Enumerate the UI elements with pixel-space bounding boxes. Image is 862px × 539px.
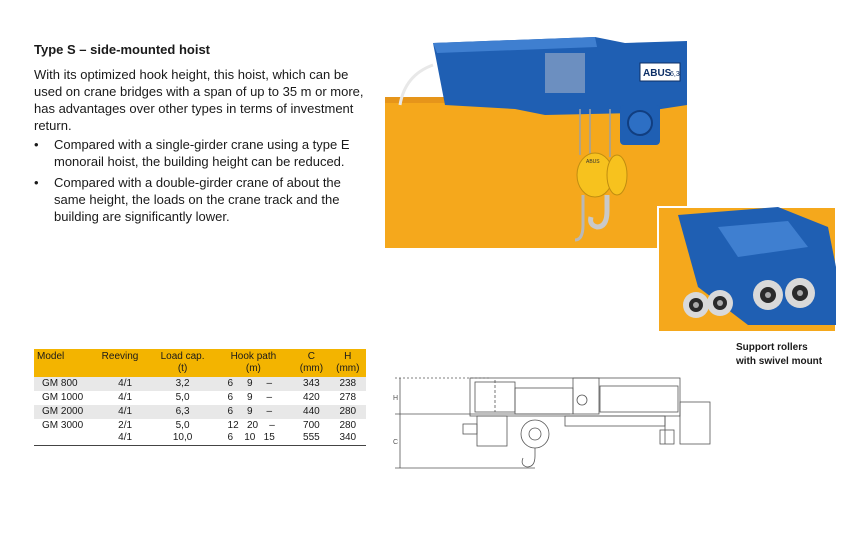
bullet-list — [34, 136, 374, 229]
caption-line: Support rollers — [736, 342, 808, 353]
table-header-row — [34, 349, 366, 377]
roller — [707, 290, 733, 316]
hook-block-label: ABUS — [586, 159, 600, 165]
dimension-label-c: C — [393, 439, 399, 446]
section-heading: Type S – side-mounted hoist — [34, 42, 211, 57]
col-header-reeving: Reeving — [99, 349, 152, 377]
table-row: GM 3000 2/1 4/1 5,0 10,0 12 20 – 6 10 15 700 555 280 340 — [34, 419, 366, 446]
col-header-h: H (mm) — [330, 349, 366, 377]
capacity-label: 6,3 — [670, 71, 680, 78]
col-header-model: Model — [34, 349, 99, 377]
bullet-marker: • — [34, 137, 39, 152]
technical-drawing — [395, 372, 715, 472]
col-header-hook-path: Hook path (m) — [214, 349, 294, 377]
col-header-load: Load cap. (t) — [152, 349, 214, 377]
brand-label: ABUS — [643, 68, 672, 79]
hoist-photo — [385, 35, 687, 248]
bullet-text: Compared with a single-girder crane using a type E monorail hoist, the building height can be reduced. — [54, 137, 350, 169]
support-rollers-photo — [658, 207, 836, 332]
table-row: GM 1000 4/1 5,0 6 9 – 420 278 — [42, 392, 357, 403]
roller — [753, 280, 783, 310]
specs-table — [34, 349, 366, 446]
col-header-c: C (mm) — [293, 349, 329, 377]
roller — [785, 278, 815, 308]
intro-paragraph: With its optimized hook height, this hoist, which can be used on crane bridges with a span of up to 35 m or more, has advantages over other types in terms of investment return. — [34, 67, 364, 133]
caption-line: with swivel mount — [736, 356, 823, 367]
inset-caption — [736, 341, 822, 369]
table-row: GM 2000 4/1 6,3 6 9 – 440 280 — [34, 405, 366, 419]
roller — [683, 292, 709, 318]
bullet-item — [34, 174, 374, 225]
table-row: GM 800 4/1 3,2 6 9 – 343 238 — [34, 377, 366, 391]
dimension-label-h: H — [393, 395, 399, 402]
bullet-item — [34, 136, 374, 170]
bullet-text: Compared with a double-girder crane of about the same height, the loads on the crane track and the building are significantly lower. — [54, 175, 341, 224]
bullet-marker: • — [34, 175, 39, 190]
